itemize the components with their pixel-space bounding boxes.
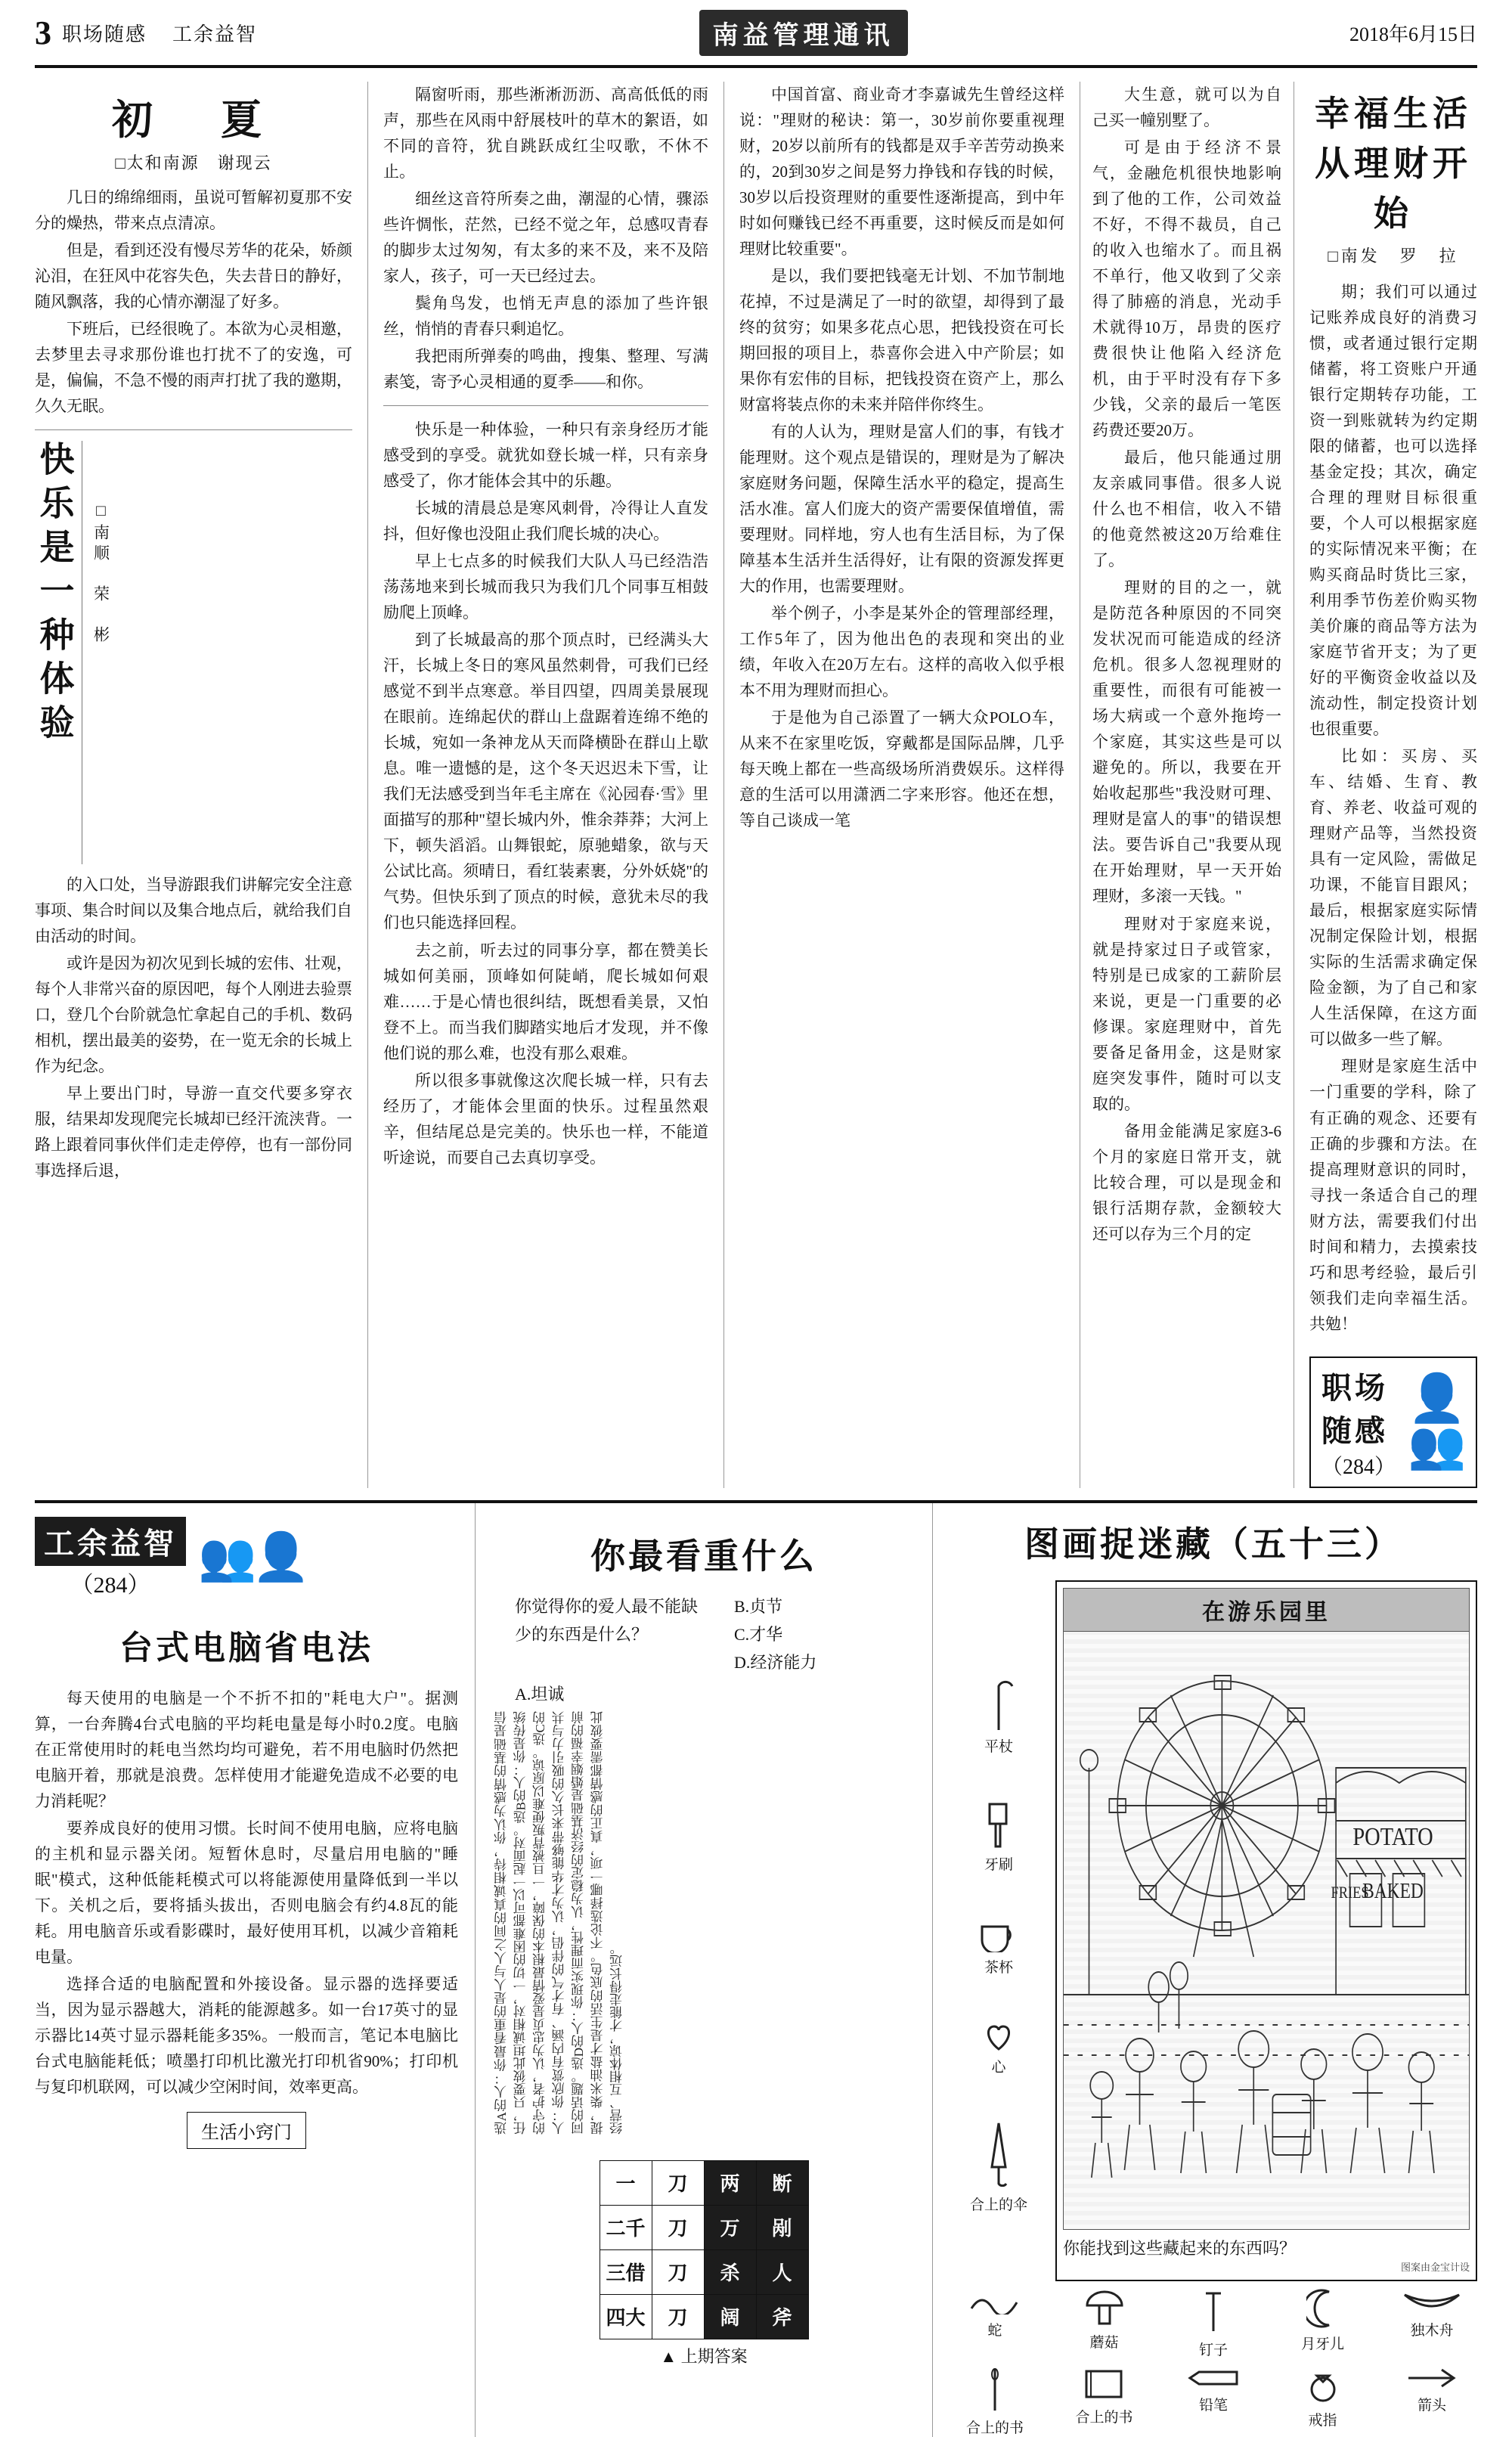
stamp-zhichang: [1309, 1356, 1477, 1488]
cell: 阔: [704, 2294, 756, 2339]
cell: 刀: [652, 2249, 704, 2294]
people-illustration-icon: 👤👥: [1408, 1372, 1462, 1471]
column-4: [1080, 82, 1294, 1488]
cell: 二千: [600, 2205, 652, 2249]
paragraph: 所以很多事就像这次爬长城一样，只有去经历了，才能体会里面的快乐。过程虽然艰辛，但结尾总是完美的。快乐也一样，不能道听途说，而要自己去真切享受。: [383, 1071, 708, 1167]
heart-icon: [982, 2022, 1015, 2052]
paragraph: 或许是因为初次见到长城的宏伟、壮观，每个人非常兴奋的原因吧，每个人刚进去验票口，登几个台阶就急忙拿起自己的手机、数码相机，摆出最美的姿势，在一览无余的长城上作为纪念。: [35, 954, 352, 1076]
bottom-column-2: [475, 1503, 932, 2437]
article-title-pc: 台式电脑省电法: [119, 1629, 373, 1667]
quiz-answer-text: 选A的人：你最看重的是人与人之间的真诚相待，你认为感情的基础是信任，只要彼此坦诚相对，一切的困难都可以一起面对。选B的人：你是传统的守护者，认为忠贞是爱情最根本的保障，一旦被背叛便难以原谅。选C的人：你欣赏有内涵、有才气的伴侣，认为才华能够带来长久的吸引力与共同的话题。选D的人：你现实而理性，认为稳定的经济基础是婚姻幸福的前提，柴米油盐才是生活的底色。不论选择哪一项，真正的感情都需要彼此经营、互相体谅，才能走得长远。: [494, 1710, 624, 2135]
cell: 一: [600, 2160, 652, 2205]
article-body-licai-1: [739, 82, 1064, 833]
cell: 斧: [756, 2294, 808, 2339]
article-body-kuaile-right: [383, 417, 708, 1170]
mushroom-icon: [1084, 2289, 1125, 2327]
top-region: [35, 82, 1477, 1488]
article-body-chuxia-cont: [383, 82, 708, 395]
people-illustration-icon: 👥👤: [198, 1532, 306, 1584]
paragraph: 快乐是一种体验，一种只有亲身经历才能感受到的享受。就犹如登长城一样，只有亲身感受了，你才能体会其中的乐趣。: [383, 420, 708, 491]
item-label: 蘑菇: [1089, 2334, 1119, 2351]
quiz-question-block: [515, 1592, 916, 1677]
item-label: 平杖: [984, 1738, 1013, 1755]
amusement-park-line-art: [1064, 1632, 1469, 2229]
paragraph: 下班后，已经很晚了。本欲为心灵相邀，去梦里去寻求那份谁也打扰不了的安逸，可是，偏偏，不急不慢的雨声打扰了我的邀期，久久无眠。: [35, 320, 352, 416]
article-body-chuxia: [35, 184, 352, 419]
masthead-category-1: 工余益智: [172, 23, 258, 45]
cell: 剐: [756, 2205, 808, 2249]
paragraph: 选择合适的电脑配置和外接设备。显示器的选择要适当，因为显示器越大，消耗的能源越多。如一台17英寸的显示器比14英寸显示器耗能多35%。一般而言，笔记本电脑比台式电脑能耗低；喷墨打印机比激光打印机省90%；打印机与复印机联网，可以减少空闲时间，效率更高。: [35, 1974, 458, 2096]
closed-book-icon: [1082, 2367, 1127, 2401]
paragraph: 长城的清晨总是寒风刺骨，冷得让人直发抖，但好像也没阻止我们爬长城的决心。: [383, 499, 708, 544]
masthead-category-0: 职场随感: [62, 23, 147, 45]
paragraph: 大生意，就可以为自己买一幢别墅了。: [1092, 85, 1281, 130]
article-byline-licai: □南发 罗 拉: [1328, 246, 1459, 265]
masthead-logo-wrap: [257, 10, 1349, 56]
svg-text:FRIES: FRIES: [1331, 1884, 1369, 1902]
cell: 两: [704, 2160, 756, 2205]
article-title-chuxia: 初 夏: [112, 98, 275, 143]
article-byline-chuxia: □太和南源 谢现云: [115, 153, 272, 172]
hidden-pictures-artwork: [1063, 1632, 1470, 2230]
quiz-option-d[interactable]: D.经济能力: [734, 1653, 817, 1673]
article-kuaile-header: [35, 441, 352, 864]
item-label: 戒指: [1308, 2412, 1337, 2429]
hidden-pictures-question: 你能找到这些藏起来的东西吗？: [1063, 2238, 1297, 2258]
publication-date: 2018年6月15日: [1349, 23, 1477, 45]
article-byline-kuaile: □南顺 荣 彬: [91, 501, 110, 647]
item-label: 钉子: [1198, 2342, 1228, 2358]
article-body-pc: [35, 1685, 458, 2100]
pencil-icon: [1187, 2367, 1240, 2389]
toothbrush-icon: [982, 1801, 1015, 1849]
cell: 人: [756, 2249, 808, 2294]
paragraph: 几日的绵绵细雨，虽说可暂解初夏那不安分的燥热，带来点点清凉。: [35, 188, 352, 233]
stamp-gongyu: [35, 1517, 458, 1599]
quiz-question: 你觉得你的爱人最不能缺少的东西是什么？: [515, 1596, 699, 1645]
hidden-items-bottom-row-1: [950, 2289, 1477, 2359]
paragraph: 要养成良好的使用习惯。长时间不使用电脑，应将电脑的主机和显示器关闭。短暂休息时，尽量启用电脑的"睡眠"模式，这种低能耗模式可以将能源使用量降低到一半以下。关机之后，要将插头拔出，否则电脑会有约4.8瓦的能耗。用电脑音乐或看影碟时，最好使用耳机，以减少音箱耗电量。: [35, 1818, 458, 1966]
cell: 万: [704, 2205, 756, 2249]
arrow-icon: [1405, 2367, 1458, 2389]
item-label: 蛇: [987, 2322, 1002, 2339]
cell: 刀: [652, 2160, 704, 2205]
nail-icon: [1204, 2289, 1223, 2334]
article-body-kuaile-left: [35, 872, 352, 1183]
article-body-licai-2: [1092, 82, 1281, 1247]
paragraph: 理财对于家庭来说，就是持家过日子或管家，特别是已成家的工薪阶层来说，更是一门重要的必修课。家庭理财中，首先要备足备用金，这是财家庭突发事件，随时可以支取的。: [1092, 914, 1281, 1113]
stamp-zhichang-label: 职场随感: [1321, 1370, 1388, 1448]
hidden-pictures-credit: 图案由金宝计设: [1400, 2261, 1470, 2273]
canoe-icon: [1402, 2289, 1462, 2315]
quiz-answer-mirrored-wrap: [492, 1711, 916, 2150]
item-label: 合上的伞: [969, 2197, 1027, 2213]
table-row: [600, 2294, 808, 2339]
bottom-column-3: [932, 1503, 1477, 2437]
quiz-option-c[interactable]: C.才华: [734, 1625, 783, 1645]
paragraph: 理财的目的之一，就是防范各种原因的不同突发状况而可能造成的经济危机。很多人忽视理财的重要性，而很有可能被一场大病或一个意外拖垮一个家庭，其实这些是可以避免的。所以，我要在开始收起那些"我没财可理、理财是富人的事"的错误想法。要告诉自己"我要从现在开始理财，早一天开始理财，多滚一天钱。": [1092, 578, 1281, 906]
answer-grid: [600, 2160, 809, 2339]
column-3: [723, 82, 1080, 1488]
bottom-region: [35, 1500, 1477, 2437]
cell: 杀: [704, 2249, 756, 2294]
quiz-option-a[interactable]: A.坦诚: [515, 1684, 565, 1704]
paragraph: 早上要出门时，导游一直交代要多穿衣服，结果却发现爬完长城却已经汗流浃背。一路上跟着同事伙伴们走走停停，也有一部份同事选择后退，: [35, 1084, 352, 1180]
masthead: [35, 0, 1477, 68]
paragraph: 是以，我们要把钱毫无计划、不加节制地花掉，不过是满足了一时的欲望，却得到了最终的贫穷；如果多花点心思，把钱投资在可长期回报的项目上，恭喜你会进入中产阶层；如果你有宏伟的目标，把钱投资在资产上，那么财富将装点你的未来并陪伴你终生。: [739, 267, 1064, 414]
paragraph: 细丝这音符所奏之曲，潮湿的心情，骤添些许惆怅，茫然，已经不觉之年，总感叹青春的脚步太过匆匆，有太多的来不及，来不及陪家人，孩子，可一天已经过去。: [383, 190, 708, 286]
closed-umbrella-icon: [987, 2122, 1010, 2190]
teacup-icon: [976, 1919, 1021, 1952]
item-label: 独木舟: [1410, 2322, 1454, 2339]
table-row: [600, 2160, 808, 2205]
paragraph: 去之前，听去过的同事分享，都在赞美长城如何美丽，顶峰如何陡峭，爬长城如何艰难……于是心情也很纠结，既想看美景，又怕登不上。而当我们脚踏实地后才发现，并不像他们说的那么难，也没有那么艰难。: [383, 941, 708, 1062]
publication-logo: 南益管理通讯: [699, 10, 908, 56]
table-row: [600, 2205, 808, 2249]
needle-icon: [987, 2367, 1002, 2412]
item-label: 月牙儿: [1300, 2336, 1344, 2352]
answer-caption: ▲ 上期答案: [660, 2346, 748, 2366]
page-number: 3: [35, 14, 51, 51]
svg-text:BAKED: BAKED: [1362, 1878, 1424, 1903]
masthead-categories: [62, 19, 257, 47]
ring-icon: [1306, 2367, 1340, 2404]
paragraph: 隔窗听雨，那些淅淅沥沥、高高低低的雨声，那些在风雨中舒展枝叶的草木的絮语，如不同的音符，犹自跳跃成红尘叹歌，不休不止。: [383, 85, 708, 181]
column-5: [1294, 82, 1477, 1488]
divider: [383, 405, 708, 406]
quiz-option-b[interactable]: B.贞节: [734, 1596, 783, 1616]
paragraph: 举个例子，小李是某外企的管理部经理，工作5年了，因为他出色的表现和突出的业绩，年收入在20万左右。这样的高收入似乎根本不用为理财而担心。: [739, 604, 1064, 700]
paragraph: 的入口处，当导游跟我们讲解完安全注意事项、集合时间以及集合地点后，就给我们自由活动的时间。: [35, 876, 352, 946]
cane-icon: [984, 1671, 1014, 1732]
paragraph: 到了长城最高的那个顶点时，已经满头大汗，长城上冬日的寒风虽然刺骨，可我们已经感觉不到半点寒意。举目四望，四周美景展现在眼前。连绵起伏的群山上盘踞着连绵不绝的长城，宛如一条神龙从天而降横卧在群山上歇息。唯一遗憾的是，这个冬天迟迟未下雪，让我们无法感受到当年毛主席在《沁园春·雪》里面描写的那种"望长城内外，惟余莽莽；大河上下，顿失滔滔。山舞银蛇，原驰蜡象，欲与天公试比高。须晴日，看红装素裹，分外妖娆"的气势。但快乐到了顶点的时候，意犹未尽的我们也只能选择回程。: [383, 631, 708, 932]
cell: 四大: [600, 2294, 652, 2339]
paragraph: 备用金能满足家庭3-6个月的家庭日常开支，就比较合理，可以是现金和银行活期存款，金额较大还可以存为三个月的定: [1092, 1121, 1281, 1243]
quiz-title: 你最看重什么: [590, 1536, 817, 1576]
paragraph: 可是由于经济不景气，金融危机很快地影响到了他的工作，公司效益不好，不得不裁员，自己的收入也缩水了。而且祸不单行，他又收到了父亲得了肺癌的消息，光动手术就得10万，昂贵的医疗费很快让他陷入经济危机，由于平时没有存下多少钱，父亲的最后一笔医药费还要20万。: [1092, 138, 1281, 440]
paragraph: 但是，看到还没有慢尽芳华的花朵，娇颜沁泪，在狂风中花容失色，失去昔日的静好，随风飘落，我的心情亦潮湿了好多。: [35, 241, 352, 312]
article-title-licai: 幸福生活从理财开始: [1315, 95, 1472, 233]
paragraph: 最后，他只能通过朋友亲戚同事借。很多人说什么也不相信，收入不错的他竟然被这20万给难住了。: [1092, 448, 1281, 570]
hidden-items-left: [950, 1580, 1048, 2281]
cell: 三借: [600, 2249, 652, 2294]
paragraph: 中国首富、商业奇才李嘉诚先生曾经这样说："理财的秘诀：第一，30岁前你要重视理财，20岁以前所有的钱都是双手辛苦劳动换来的，20到30岁之间是努力挣钱和存钱的时候，30岁以后投资理财的重要性逐渐提高，到中年时如何赚钱已经不再重要，这时候反而是如何理财比较重要"。: [739, 85, 1064, 259]
paragraph: 我把雨所弹奏的鸣曲，搜集、整理、写满素笺，寄予心灵相通的夏季——和你。: [383, 347, 708, 392]
svg-text:POTATO: POTATO: [1352, 1822, 1433, 1851]
article-title-kuaile: 快乐是一种体验: [35, 441, 74, 749]
item-label: 铅笔: [1198, 2397, 1228, 2414]
paragraph: 每天使用的电脑是一个不折不扣的"耗电大户"。据测算，一台奔腾4台式电脑的平均耗电量是每小时0.2度。电脑在正常使用时的耗电当然均均可避免，若不用电脑时仍然把电脑开着，那就是浪费。怎样使用才能避免造成不必要的电力消耗呢？: [35, 1688, 458, 1810]
cell: 断: [756, 2160, 808, 2205]
paragraph: 期；我们可以通过记账养成良好的消费习惯，或者通过银行定期储蓄，将工资账户开通银行定期转存功能，工资一到账就转为约定期限的储蓄，也可以选择基金定投；其次，确定合理的理财目标很重要，个人可以根据家庭的实际情况来平衡；在购买商品时货比三家，利用季节伤差价购买物美价廉的商品等方法为家庭节省开支；为了更好的平衡资金收益以及流动性，制定投资计划也很重要。: [1309, 283, 1477, 739]
hidden-pictures-title: 图画捉迷藏（五十三）: [1024, 1524, 1402, 1564]
bottom-column-1: [35, 1503, 475, 2437]
paragraph: 有的人认为，理财是富人们的事，有钱才能理财。这个观点是错误的，理财是为了解决家庭财务问题，保障生活水平的稳定，提高生活水准。富人们庞大的资产需要保值增值，需要理财。同样地，穷人也有生活目标，为了保障基本生活并生活得好，让有限的资源发挥更大的作用，也需要理财。: [739, 423, 1064, 596]
paragraph: 于是他为自己添置了一辆大众POLO车，从来不在家里吃饭，穿戴都是国际品牌，几乎每天晚上都在一些高级场所消费娱乐。这样得意的生活可以用潇洒二字来形容。他还在想，等自己谈成一笔: [739, 708, 1064, 830]
tag-life-tips[interactable]: 生活小窍门: [187, 2112, 306, 2149]
divider: [35, 429, 352, 430]
stamp-gongyu-label: 工余益智: [35, 1517, 186, 1566]
article-body-licai-3: [1309, 279, 1477, 1337]
hidden-items-bottom-row-2: [950, 2367, 1477, 2437]
stamp-zhichang-number: （284）: [1321, 1455, 1396, 1479]
item-label: 牙刷: [984, 1856, 1013, 1873]
paragraph: 理财是家庭生活中一门重要的学科，除了有正确的观念、还要有正确的步骤和方法。在提高理财意识的同时，寻找一条适合自己的理财方法，需要我们付出时间和精力，去摸索技巧和思考经验，最后引领我们走向幸福生活。共勉！: [1309, 1057, 1477, 1333]
hidden-pictures-frame: [1055, 1580, 1477, 2281]
item-label: 箭头: [1417, 2397, 1446, 2414]
cell: 刀: [652, 2294, 704, 2339]
item-label: 茶杯: [984, 1959, 1013, 1976]
quiz-options: [734, 1592, 816, 1677]
snake-icon: [968, 2289, 1021, 2315]
hidden-pictures-scene-title: 在游乐园里: [1063, 1588, 1470, 1632]
item-label: 合上的书: [1075, 2409, 1133, 2426]
paragraph: 比如：买房、买车、结婚、生育、教育、养老、收益可观的理财产品等，当然投资具有一定风险，需做足功课，不能盲目跟风；最后，根据家庭实际情况制定保险计划，根据实际的生活需求确定保险金额，为了自己和家人生活保障，在这方面可以做多一些了解。: [1309, 747, 1477, 1049]
table-row: [600, 2249, 808, 2294]
item-label: 合上的书: [965, 2420, 1024, 2436]
stamp-gongyu-number: （284）: [70, 1572, 150, 1598]
paragraph: 鬓角鸟发，也悄无声息的添加了些许银丝，悄悄的青春只剩追忆。: [383, 294, 708, 339]
item-label: 心: [991, 2059, 1006, 2076]
column-1: [35, 82, 367, 1488]
column-2: [367, 82, 723, 1488]
crescent-moon-icon: [1306, 2289, 1340, 2328]
paragraph: 早上七点多的时候我们大队人马已经浩浩荡荡地来到长城而我只为我们几个同事互相鼓励爬上顶峰。: [383, 552, 708, 622]
cell: 刀: [652, 2205, 704, 2249]
